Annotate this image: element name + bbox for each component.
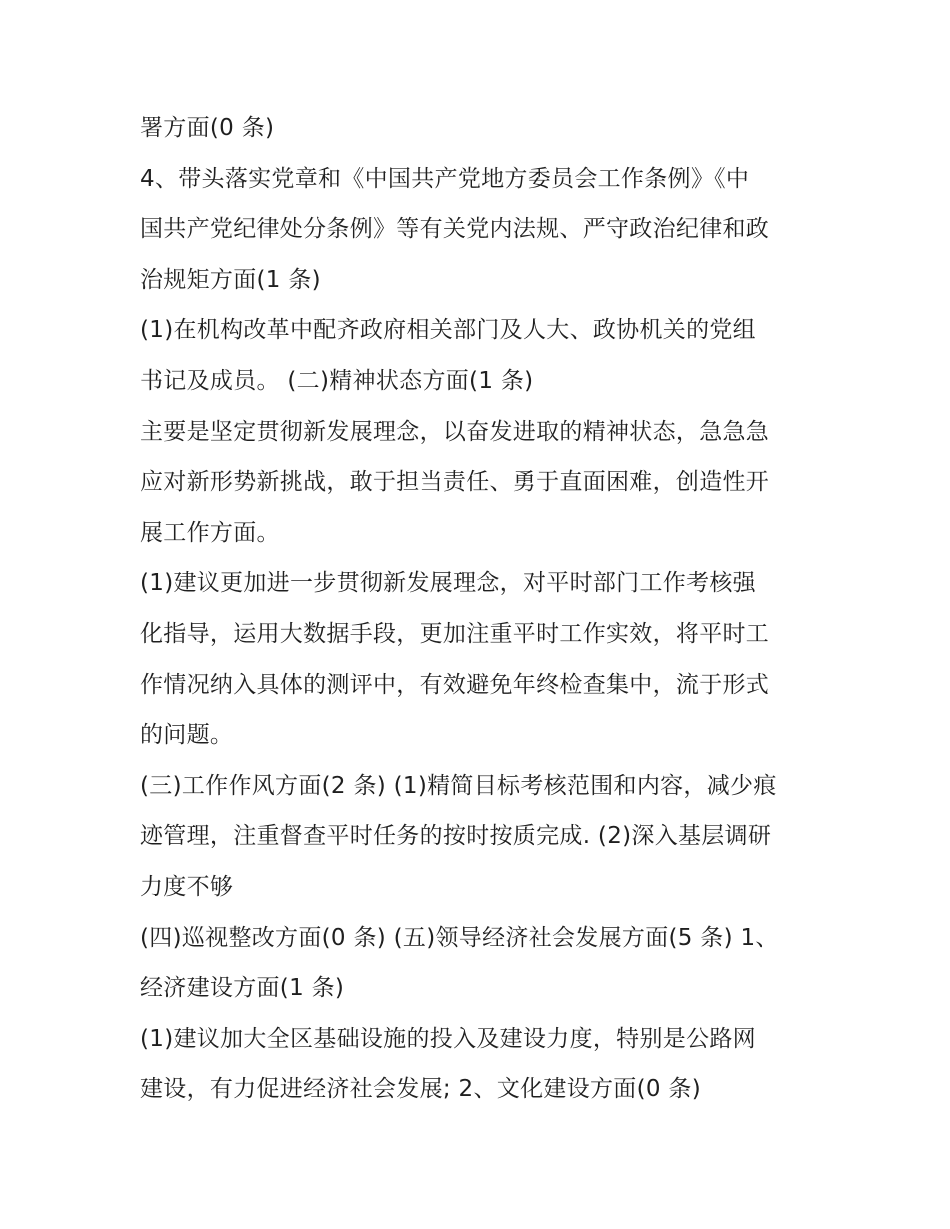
- document-body: [140, 103, 820, 1115]
- text-line: 的问题。: [140, 722, 234, 749]
- text-line: 建设，有力促进经济社会发展; 2、文化建设方面(0 条): [140, 1076, 701, 1103]
- text-line: (1)在机构改革中配齐政府相关部门及人大、政协机关的党组: [140, 317, 756, 344]
- text-line: (1)建议加大全区基础设施的投入及建设力度，特别是公路网: [140, 1025, 756, 1052]
- text-line: 主要是坚定贯彻新发展理念，以奋发进取的精神状态，急急急: [140, 418, 770, 445]
- text-line: 力度不够: [140, 873, 234, 900]
- text-line: 治规矩方面(1 条): [140, 266, 321, 293]
- text-line: 作情况纳入具体的测评中，有效避免年终检查集中，流于形式: [140, 671, 770, 698]
- text-line: 展工作方面。: [140, 519, 280, 546]
- text-line: 应对新形势新挑战，敢于担当责任、勇于直面困难，创造性开: [140, 469, 770, 496]
- text-line: 化指导，运用大数据手段，更加注重平时工作实效，将平时工: [140, 620, 770, 647]
- text-line: 4、带头落实党章和《中国共产党地方委员会工作条例》《中: [140, 165, 750, 192]
- text-line: (四)巡视整改方面(0 条) (五)领导经济社会发展方面(5 条) 1、: [140, 924, 779, 951]
- text-line: 经济建设方面(1 条): [140, 975, 345, 1002]
- text-line: (1)建议更加进一步贯彻新发展理念，对平时部门工作考核强: [140, 570, 756, 597]
- text-line: 迹管理，注重督查平时任务的按时按质完成. (2)深入基层调研: [140, 823, 772, 850]
- text-line: (三)工作作风方面(2 条) (1)精简目标考核范围和内容，减少痕: [140, 772, 777, 799]
- text-line: 书记及成员。 (二)精神状态方面(1 条): [140, 367, 534, 394]
- text-line: 署方面(0 条): [140, 115, 275, 141]
- text-line: 国共产党纪律处分条例》等有关党内法规、严守政治纪律和政: [140, 216, 770, 243]
